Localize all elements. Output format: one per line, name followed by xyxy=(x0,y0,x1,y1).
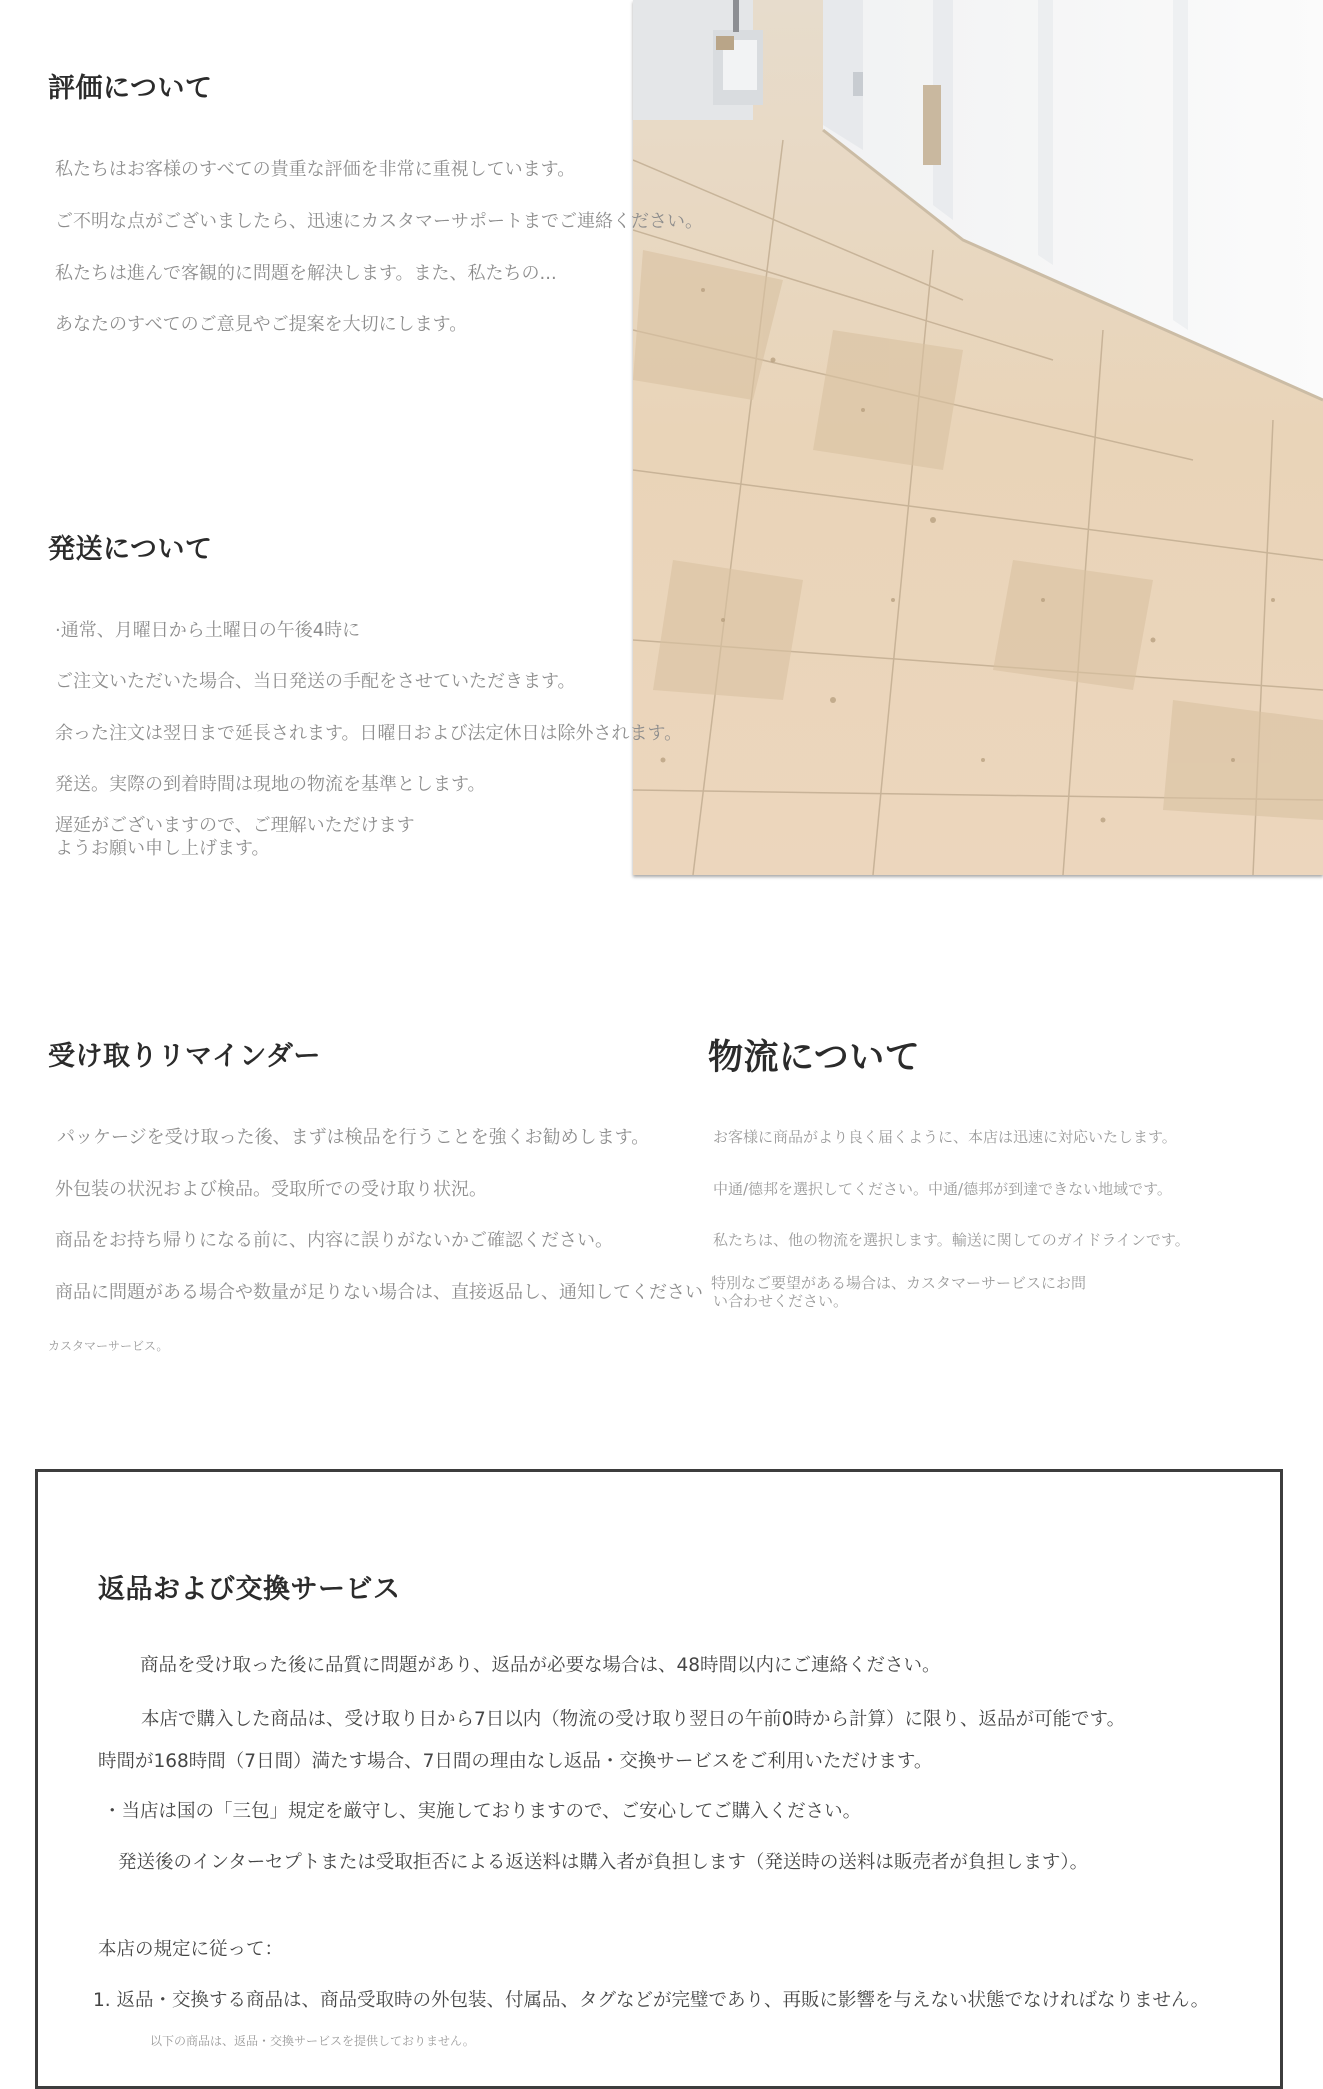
shipping-line: 余った注文は翌日まで延長されます。日曜日および法定休日は除外されます。 xyxy=(55,723,683,744)
pickup-line: 外包装の状況および検品。受取所での受け取り状況。 xyxy=(55,1179,487,1200)
logistics-line: い合わせください。 xyxy=(713,1292,849,1310)
returns-line: 本店で購入した商品は、受け取り日から7日以内（物流の受け取り翌日の午前0時から計算）に限り、返品が可能です。 xyxy=(141,1709,1126,1730)
logistics-line: お客様に商品がより良く届くように、本店は迅速に対応いたします。 xyxy=(713,1128,1177,1146)
logistics-title: 物流について xyxy=(708,1038,921,1078)
logistics-line: 中通/德邦を選択してください。中通/德邦が到達できない地域です。 xyxy=(713,1180,1172,1198)
returns-line: 時間が168時間（7日間）満たす場合、7日間の理由なし返品・交換サービスをご利用いただけます。 xyxy=(98,1751,933,1772)
returns-line: 本店の規定に従って： xyxy=(98,1939,284,1960)
pickup-line: 商品をお持ち帰りになる前に、内容に誤りがないかご確認ください。 xyxy=(55,1230,613,1251)
shipping-title: 発送について xyxy=(48,534,213,565)
pickup-line: カスタマーサービス。 xyxy=(48,1339,169,1353)
reviews-line: 私たちは進んで客観的に問題を解決します。また、私たちの... xyxy=(55,263,557,284)
shipping-line: ご注文いただいた場合、当日発送の手配をさせていただきます。 xyxy=(55,671,576,692)
reviews-title: 評価について xyxy=(48,73,213,104)
logistics-line: 特別なご要望がある場合は、カスタマーサービスにお問 xyxy=(711,1274,1087,1292)
shipping-line: ·通常、月曜日から土曜日の午後4時に xyxy=(55,620,361,641)
reviews-line: 私たちはお客様のすべての貴重な評価を非常に重視しています。 xyxy=(55,159,576,180)
returns-line: 以下の商品は、返品・交換サービスを提供しておりません。 xyxy=(150,2034,475,2048)
reviews-line: あなたのすべてのご意見やご提案を大切にします。 xyxy=(55,314,468,335)
shipping-line: ようお願い申し上げます。 xyxy=(55,838,270,859)
logistics-line: 私たちは、他の物流を選択します。輸送に関してのガイドラインです。 xyxy=(713,1231,1190,1249)
shipping-line: 遅延がございますので、ご理解いただけます xyxy=(55,815,415,836)
shipping-line: 発送。実際の到着時間は現地の物流を基準とします。 xyxy=(55,774,486,795)
returns-line: 1. 返品・交換する商品は、商品受取時の外包装、付属品、タグなどが完璧であり、再販に影響を与えない状態でなければなりません。 xyxy=(93,1990,1210,2011)
reviews-line: ご不明な点がございましたら、迅速にカスタマーサポートまでご連絡ください。 xyxy=(55,211,703,232)
corridor-floor-photo xyxy=(633,0,1323,875)
pickup-line: 商品に問題がある場合や数量が足りない場合は、直接返品し、通知してください xyxy=(55,1282,703,1303)
pickup-title: 受け取りリマインダー xyxy=(48,1041,321,1072)
returns-line: 発送後のインターセプトまたは受取拒否による返送料は購入者が負担します（発送時の送料は販売者が負担します）。 xyxy=(118,1852,1089,1873)
pickup-line: パッケージを受け取った後、まずは検品を行うことを強くお勧めします。 xyxy=(57,1127,650,1148)
returns-title: 返品および交換サービス xyxy=(98,1574,401,1605)
returns-line: ・当店は国の「三包」規定を厳守し、実施しておりますので、ご安心してご購入ください。 xyxy=(103,1801,862,1822)
returns-line: 商品を受け取った後に品質に問題があり、返品が必要な場合は、48時間以内にご連絡ください。 xyxy=(140,1655,941,1676)
